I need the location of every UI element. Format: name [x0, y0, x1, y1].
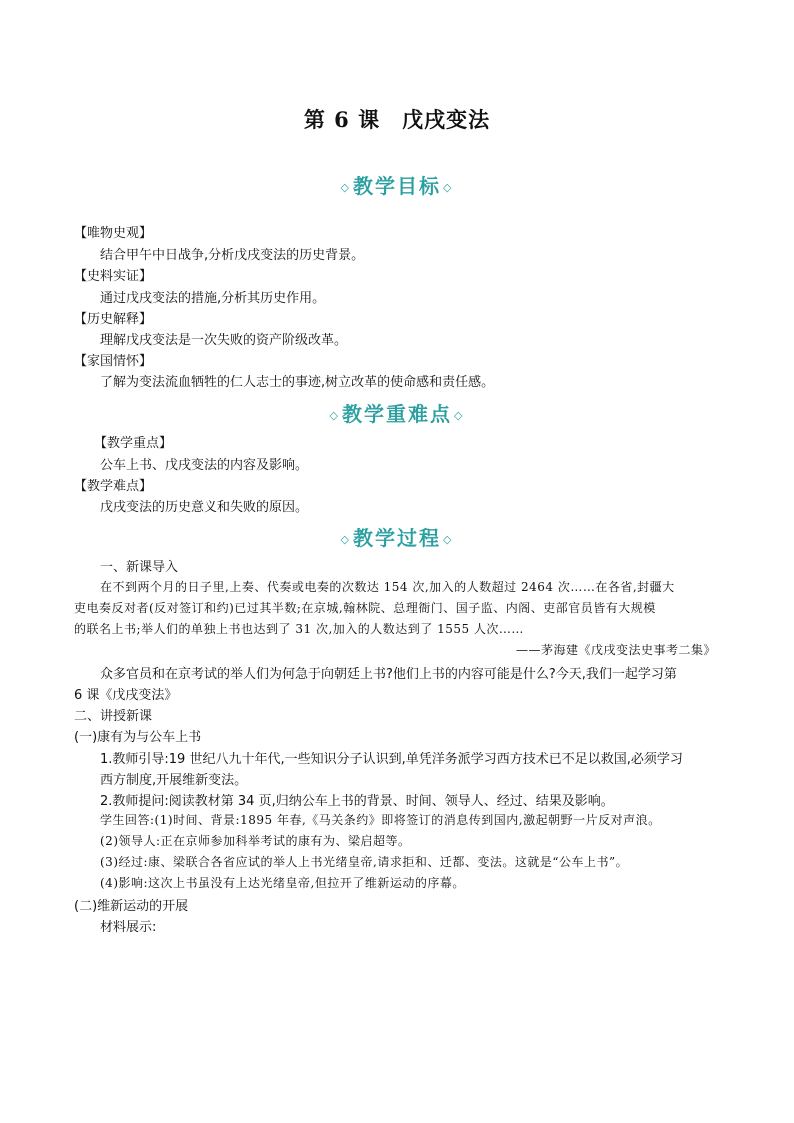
tag-key-point: 【教学重点】: [94, 436, 173, 451]
answer-line: 学生回答:(1)时间、背景:1895 年春,《马关条约》即将签订的消息传到国内,激起朝野一片反对声浪。: [100, 813, 661, 827]
material-label: 材料展示:: [100, 920, 157, 935]
diamond-icon: ◇: [340, 533, 351, 546]
paragraph-line: 西方制度,开展维新变法。: [100, 773, 248, 788]
heading-intro: 一、新课导入: [100, 560, 179, 575]
quote-line: 在不到两个月的日子里,上奏、代奏或电奏的次数达 154 次,加入的人数超过 2464 次……在各省,封疆大: [100, 580, 675, 594]
diamond-icon: ◇: [454, 409, 465, 422]
diamond-icon: ◇: [329, 409, 340, 422]
diamond-icon: ◇: [340, 181, 351, 194]
section-heading-key-points: [0, 398, 794, 427]
section-label: 教学过程: [353, 526, 441, 550]
tag-evidence: 【史料实证】: [74, 269, 153, 284]
section-label: 教学目标: [353, 174, 441, 198]
page-title: 第 6 课 戊戌变法: [303, 107, 491, 132]
question-line: 众多官员和在京考试的举人们为何急于向朝廷上书?他们上书的内容可能是什么?今天,我们一起学习第: [100, 667, 677, 682]
objective-text: 了解为变法流血牺牲的仁人志士的事迹,树立改革的使命感和责任感。: [100, 375, 495, 390]
objective-text: 理解戊戌变法是一次失败的资产阶级改革。: [100, 333, 348, 348]
question-line: 6 课《戊戌变法》: [74, 688, 178, 703]
subheading-reform: (二)维新运动的开展: [74, 899, 189, 914]
tag-interpretation: 【历史解释】: [74, 312, 153, 327]
key-point-text: 公车上书、戊戌变法的内容及影响。: [100, 458, 309, 473]
subheading-kang: (一)康有为与公车上书: [74, 730, 202, 745]
objective-text: 通过戊戌变法的措施,分析其历史作用。: [100, 291, 326, 306]
objective-text: 结合甲午中日战争,分析戊戌变法的历史背景。: [100, 248, 365, 263]
section-heading-objectives: [0, 170, 794, 199]
quote-line: 的联名上书;举人们的单独上书也达到了 31 次,加入的人数达到了 1555 人次……: [74, 622, 524, 636]
tag-difficulty: 【教学难点】: [74, 479, 153, 494]
answer-line: (2)领导人:正在京师参加科举考试的康有为、梁启超等。: [100, 834, 411, 848]
paragraph-line: 2.教师提问:阅读教材第 34 页,归纳公车上书的背景、时间、领导人、经过、结果及影响。: [100, 794, 614, 809]
tag-patriotism: 【家国情怀】: [74, 354, 153, 369]
diamond-icon: ◇: [443, 533, 454, 546]
answer-line: (4)影响:这次上书虽没有上达光绪皇帝,但拉开了维新运动的序幕。: [100, 876, 465, 890]
section-heading-process: [0, 522, 794, 551]
heading-new-lesson: 二、讲授新课: [74, 709, 153, 724]
paragraph-line: 1.教师引导:19 世纪八九十年代,一些知识分子认识到,单凭洋务派学习西方技术已不足以救国,必须学习: [100, 752, 683, 767]
quote-line: 吏电奏反对者(反对签订和约)已过其半数;在京城,翰林院、总理衙门、国子监、内阁、吏部官员皆有大规模: [74, 601, 656, 615]
answer-line: (3)经过:康、梁联合各省应试的举人上书光绪皇帝,请求拒和、迁都、变法。这就是“公车上书”。: [100, 855, 629, 869]
quote-source: ——茅海建《戊戌变法史事考二集》: [515, 643, 716, 657]
tag-materialism: 【唯物史观】: [74, 226, 153, 241]
section-label: 教学重难点: [342, 402, 452, 426]
difficulty-text: 戊戌变法的历史意义和失败的原因。: [100, 500, 309, 515]
diamond-icon: ◇: [443, 181, 454, 194]
